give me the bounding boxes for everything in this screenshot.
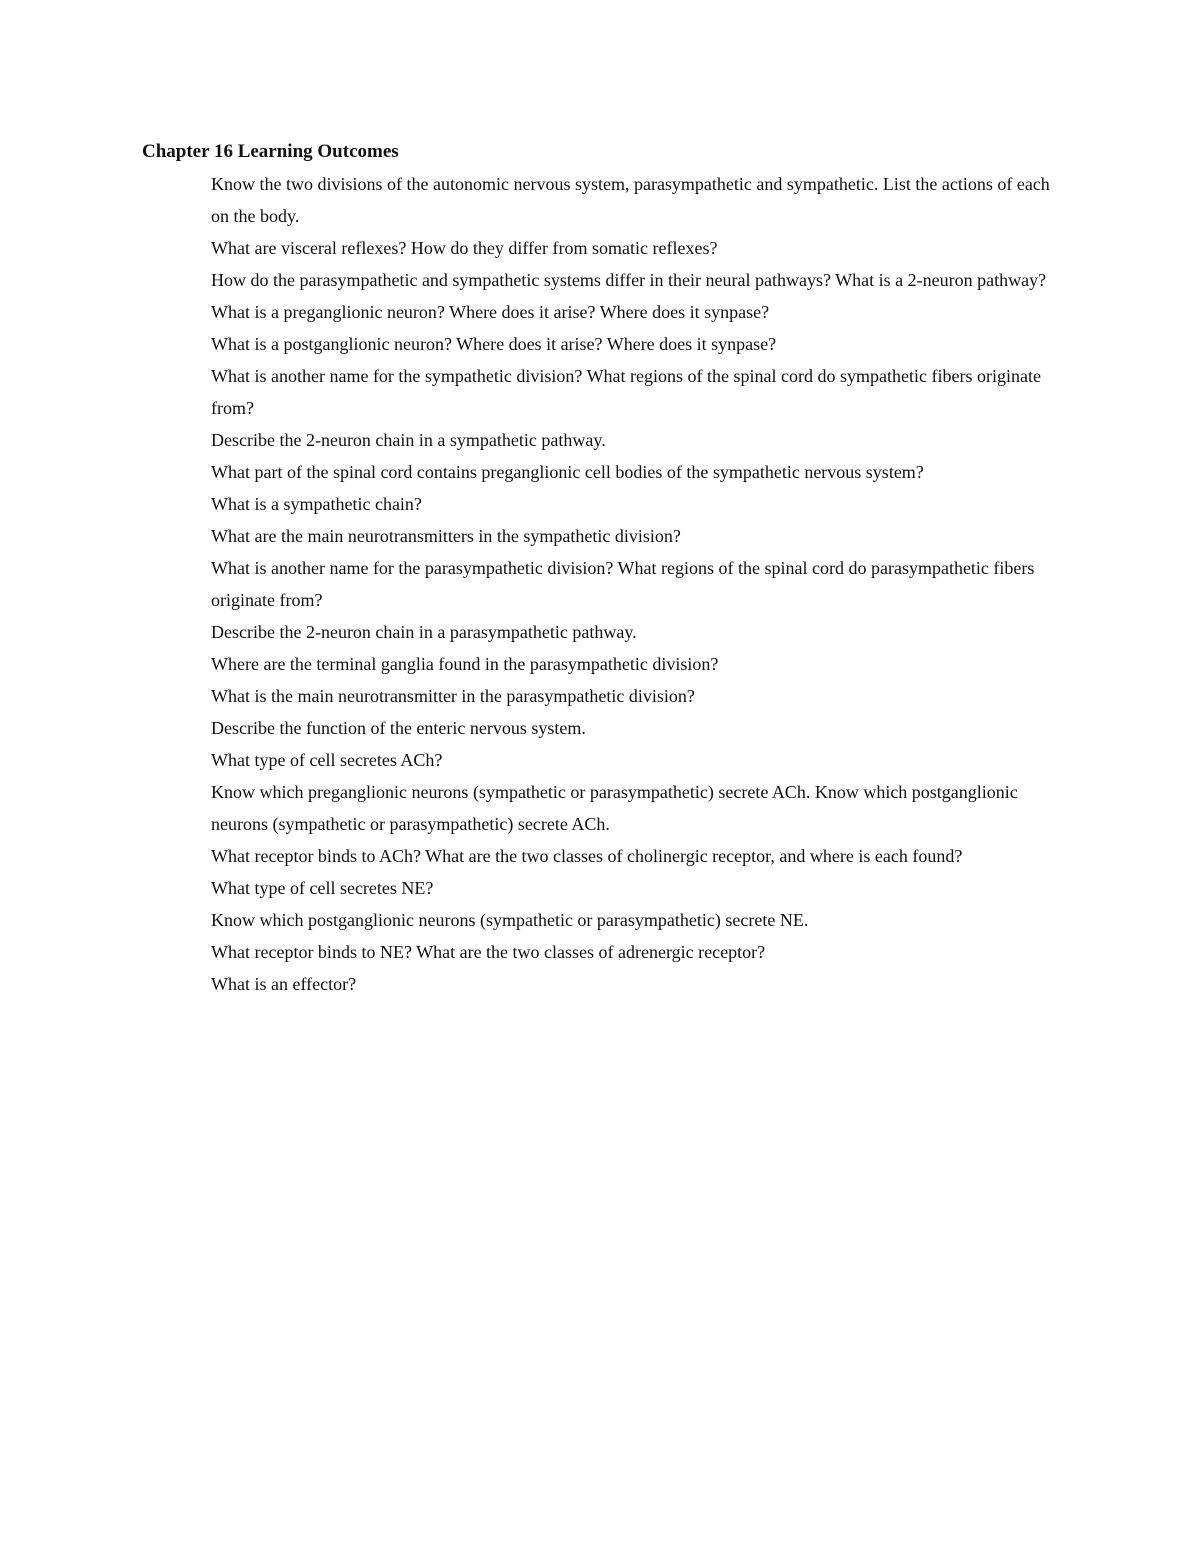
- list-item: What type of cell secretes ACh?: [211, 750, 443, 770]
- list-item: What is a preganglionic neuron? Where does it arise? Where does it synpase?: [211, 302, 770, 322]
- list-item: Describe the 2-neuron chain in a parasympathetic pathway.: [211, 622, 637, 642]
- list-item: Describe the 2-neuron chain in a sympathetic pathway.: [211, 430, 606, 450]
- list-item: What type of cell secretes NE?: [211, 878, 434, 898]
- list-item: Know which postganglionic neurons (sympathetic or parasympathetic) secrete NE.: [211, 910, 809, 930]
- list-item: What is the main neurotransmitter in the parasympathetic division?: [211, 686, 695, 706]
- list-item: What is a postganglionic neuron? Where does it arise? Where does it synpase?: [211, 334, 777, 354]
- learning-outcomes-list: [211, 168, 1061, 1000]
- list-item: What is another name for the parasympathetic division? What regions of the spinal cord do parasympathetic fibers originate from?: [211, 558, 1035, 610]
- list-item: What receptor binds to ACh? What are the two classes of cholinergic receptor, and where is each found?: [211, 846, 963, 866]
- list-item: What part of the spinal cord contains preganglionic cell bodies of the sympathetic nervous system?: [211, 462, 924, 482]
- page-title: Chapter 16 Learning Outcomes: [142, 141, 399, 162]
- list-item: What is another name for the sympathetic division? What regions of the spinal cord do sympathetic fibers originate from?: [211, 366, 1041, 418]
- list-item: What is an effector?: [211, 974, 357, 994]
- list-item: What are the main neurotransmitters in the sympathetic division?: [211, 526, 681, 546]
- list-item: Know which preganglionic neurons (sympathetic or parasympathetic) secrete ACh. Know which postganglionic neurons (sympathetic or parasympathetic) secrete ACh.: [211, 782, 1018, 834]
- list-item: Know the two divisions of the autonomic nervous system, parasympathetic and sympathetic. List the actions of each on the body.: [211, 174, 1050, 226]
- list-item: What receptor binds to NE? What are the two classes of adrenergic receptor?: [211, 942, 766, 962]
- list-item: Describe the function of the enteric nervous system.: [211, 718, 586, 738]
- list-item: How do the parasympathetic and sympathetic systems differ in their neural pathways? What is a 2-neuron pathway?: [211, 270, 1047, 290]
- list-item: What are visceral reflexes? How do they differ from somatic reflexes?: [211, 238, 718, 258]
- list-item: What is a sympathetic chain?: [211, 494, 422, 514]
- list-item: Where are the terminal ganglia found in the parasympathetic division?: [211, 654, 719, 674]
